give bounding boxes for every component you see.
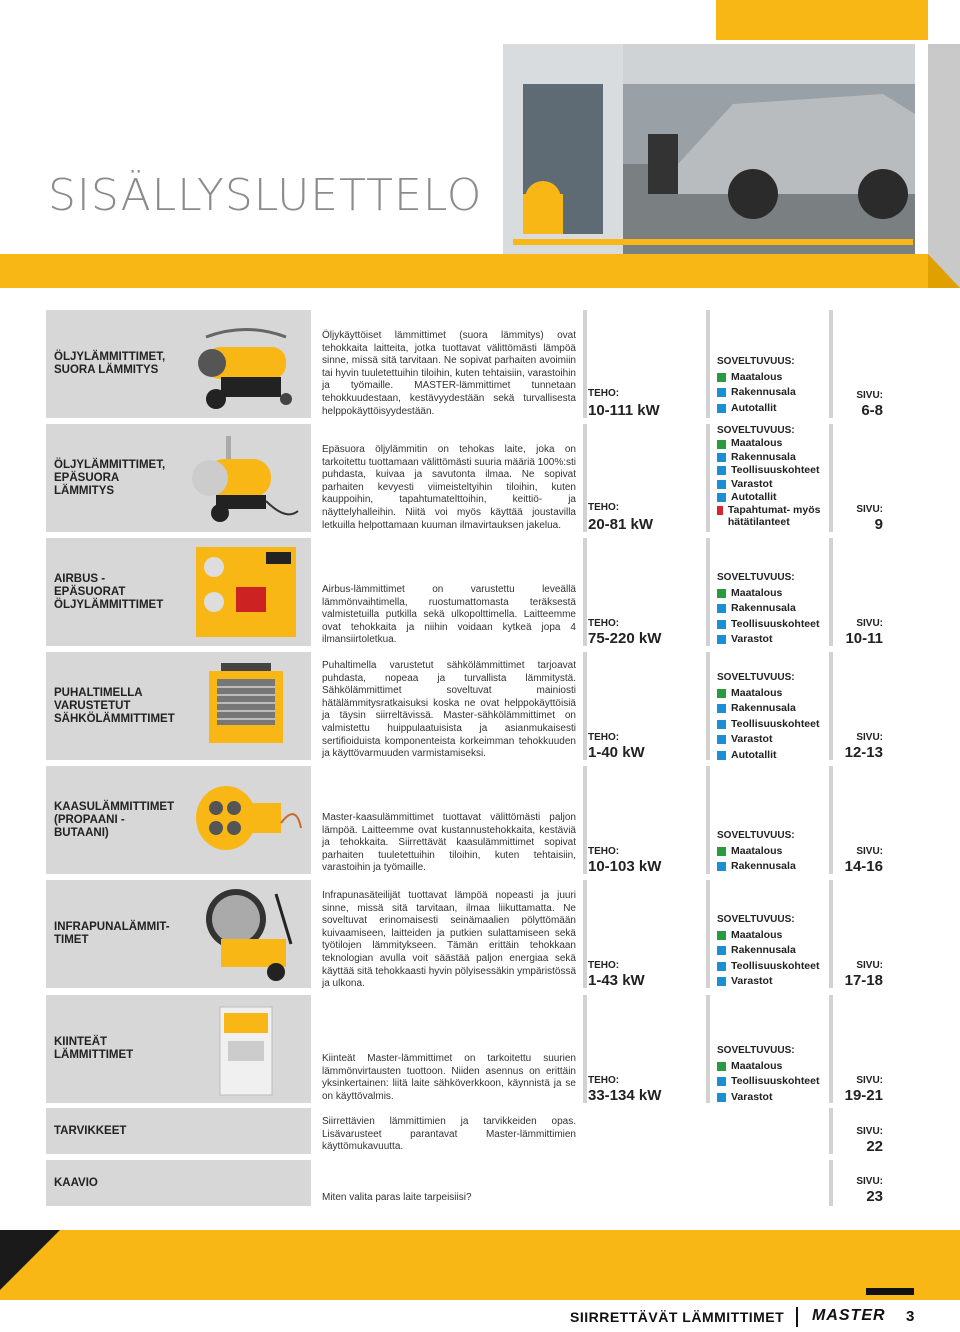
suitability-item: Autotallit xyxy=(731,748,820,764)
toc-row-chart[interactable] xyxy=(46,1160,916,1206)
column-divider xyxy=(829,766,833,874)
sivu-value: 14-16 xyxy=(844,858,883,875)
suitability-item: Rakennusala xyxy=(731,385,796,401)
product-image xyxy=(180,995,311,1103)
blue-square-icon xyxy=(717,493,726,502)
suitability-item: Autotallit xyxy=(731,401,796,417)
blue-square-icon xyxy=(717,751,726,760)
row-description: Airbus-lämmittimet on varustettu leveällä lämmönvaihtimella, ruostumattomasta teräksestä valmistetuilla putkilla sekä ulkopolttimella. Laitteemme ovat tehokkaita ja niihin voidaan kytkeä jopa 4 ilmansiirtoletkua. xyxy=(322,584,576,646)
category-label: ÖLJYLÄMMITTIMET, SUORA LÄMMITYS xyxy=(46,310,180,418)
column-divider xyxy=(583,652,587,760)
suitability-item: Teollisuuskohteet xyxy=(731,1074,820,1090)
suitability-item: Teollisuuskohteet xyxy=(731,464,831,477)
blue-square-icon xyxy=(717,453,726,462)
blue-square-icon xyxy=(717,480,726,489)
category-label: PUHALTIMELLA VARUSTETUT SÄHKÖLÄMMITTIMET xyxy=(46,652,180,760)
sivu-label: SIVU: xyxy=(856,1176,883,1187)
suitability-heading: SOVELTUVUUS: xyxy=(717,356,795,367)
category-label: KAASULÄMMITTIMET (PROPAANI -BUTAANI) xyxy=(46,766,180,874)
sivu-value: 6-8 xyxy=(861,402,883,419)
column-divider xyxy=(583,880,587,988)
teho-label: TEHO: xyxy=(588,846,620,857)
sivu-label: SIVU: xyxy=(856,504,883,515)
product-image xyxy=(180,766,311,874)
suitability-block xyxy=(717,424,831,528)
row-description: Siirrettävien lämmittimien ja tarvikkeiden opas. Lisävarusteet parantavat Master-lämmittimien käyttömukavuutta. xyxy=(322,1116,576,1153)
side-gray-panel xyxy=(928,44,960,254)
teho-label: TEHO: xyxy=(588,960,620,971)
suitability-item: Maatalous xyxy=(731,1059,820,1075)
row-description: Epäsuora öljylämmitin on tehokas laite, joka on tarkoitettu tuottamaan välittömästi suuria määriä 100%:sti puhdasta, kuivaa ja savutonta ilmaa. Ne sopivat parhaiten kevyesti viimeisteltyihin tiloihin, kuten kauppoihin, tapahtumatelttoihin, keittiö- ja näyttelyhalleihin. Niitä voi myös käyttää joustavilla letkuilla helpottamaan kuuman ilmavirtauksen jakelua. xyxy=(322,444,577,531)
title-band-corner xyxy=(928,254,960,288)
title-band xyxy=(0,254,960,288)
suitability-block xyxy=(717,912,820,990)
blue-square-icon xyxy=(717,1077,726,1086)
product-image xyxy=(180,424,311,532)
suitability-item: Teollisuuskohteet xyxy=(731,717,820,733)
teho-value: 10-103 kW xyxy=(588,858,662,875)
suitability-item: Varastot xyxy=(731,1090,820,1106)
column-divider xyxy=(829,652,833,760)
column-divider xyxy=(829,310,833,418)
teho-value: 10-111 kW xyxy=(588,402,660,419)
sivu-label: SIVU: xyxy=(856,1075,883,1086)
suitability-item: Rakennusala xyxy=(731,943,820,959)
teho-label: TEHO: xyxy=(588,388,620,399)
suitability-block xyxy=(717,1043,820,1105)
sivu-value: 9 xyxy=(874,516,883,533)
suitability-item: Varastot xyxy=(731,974,820,990)
sivu-value: 10-11 xyxy=(845,630,883,647)
suitability-item: Maatalous xyxy=(731,586,820,602)
suitability-item: Rakennusala xyxy=(731,451,831,464)
product-image xyxy=(180,310,311,418)
row-description: Öljykäyttöiset lämmittimet (suora lämmitys) ovat tehokkaita laitteita, jotka tuottavat välittömästi lämpöä sinne, missä sitä tarvitaan. Ne sopivat parhaiten avoimiin tai hyvin tuuletettuihin tiloihin, kuten tehtaisiin, varastoihin ja työmaille. MASTER-lämmittimet tunnetaan tehokkuudestaan, kestävyydestään sekä turvallisesta helppokäyttöisyydestään. xyxy=(322,330,576,417)
blue-square-icon xyxy=(717,720,726,729)
blue-square-icon xyxy=(717,635,726,644)
suitability-item: Varastot xyxy=(731,478,831,491)
suitability-item: Rakennusala xyxy=(731,701,820,717)
row-description: Kiinteät Master-lämmittimet on tarkoitettu suurien lämmönvirtausten tuottoon. Niiden asennus on erittäin yksinkertainen: liitä laite sähköverkkoon, käynnistä ja se on käyttövalmis. xyxy=(322,1053,576,1102)
sivu-value: 19-21 xyxy=(844,1087,883,1104)
blue-square-icon xyxy=(717,1093,726,1102)
product-image xyxy=(180,880,311,988)
row-description: Puhaltimella varustetut sähkölämmittimet tarjoavat puhdasta, nopeaa ja turvallista lämmitystä. Sähkölämmittimet soveltuvat mainiosti hätälämmitysratkaisuksi koska ne ovat helppokäyttöisiä ja täysin siirreltävissä. Master-sähkölämmittimet on valmistettu huippulaatuisista ja asianmukaisesti sertifioiduista komponenteista korkeimman tehokkuuden ja käyttövarmuuden varmistamiseksi. xyxy=(322,660,576,760)
sivu-value: 23 xyxy=(866,1188,883,1205)
column-divider xyxy=(706,880,710,988)
blue-square-icon xyxy=(717,977,726,986)
column-divider xyxy=(829,1160,833,1206)
green-square-icon xyxy=(717,589,726,598)
blue-square-icon xyxy=(717,962,726,971)
master-logo: MASTER xyxy=(812,1307,886,1324)
green-square-icon xyxy=(717,1062,726,1071)
suitability-item: Maatalous xyxy=(731,437,831,450)
blue-square-icon xyxy=(717,388,726,397)
green-square-icon xyxy=(717,847,726,856)
teho-value: 1-40 kW xyxy=(588,744,645,761)
blue-square-icon xyxy=(717,466,726,475)
column-divider xyxy=(706,538,710,646)
column-divider xyxy=(829,424,833,532)
product-image xyxy=(180,652,311,760)
teho-value: 20-81 kW xyxy=(588,516,654,533)
suitability-item: Teollisuuskohteet xyxy=(731,617,820,633)
column-divider xyxy=(829,1108,833,1154)
teho-value: 75-220 kW xyxy=(588,630,662,647)
category-label: AIRBUS - EPÄSUORAT ÖLJYLÄMMITTIMET xyxy=(46,538,180,646)
sivu-value: 17-18 xyxy=(844,972,883,989)
suitability-heading: SOVELTUVUUS: xyxy=(717,914,795,925)
column-divider xyxy=(583,766,587,874)
footer-accent xyxy=(866,1288,914,1295)
bottom-band-corner xyxy=(0,1230,60,1290)
column-divider xyxy=(706,424,710,532)
green-square-icon xyxy=(717,689,726,698)
column-divider xyxy=(829,880,833,988)
suitability-heading: SOVELTUVUUS: xyxy=(717,425,795,436)
teho-label: TEHO: xyxy=(588,502,620,513)
category-label: TARVIKKEET xyxy=(46,1108,311,1154)
sivu-label: SIVU: xyxy=(856,390,883,401)
toc-row-gas[interactable] xyxy=(46,766,916,874)
column-divider xyxy=(583,538,587,646)
suitability-item: Teollisuuskohteet xyxy=(731,959,820,975)
column-divider xyxy=(706,310,710,418)
green-square-icon xyxy=(717,440,726,449)
suitability-heading: SOVELTUVUUS: xyxy=(717,1045,795,1056)
teho-label: TEHO: xyxy=(588,618,620,629)
toc-row-oil-direct[interactable] xyxy=(46,310,916,418)
sivu-label: SIVU: xyxy=(856,1126,883,1137)
suitability-item: Rakennusala xyxy=(731,859,796,875)
category-label: KAAVIO xyxy=(46,1160,311,1206)
suitability-block xyxy=(717,828,796,875)
suitability-item: Varastot xyxy=(731,632,820,648)
sivu-label: SIVU: xyxy=(856,960,883,971)
suitability-block xyxy=(717,570,820,648)
teho-label: TEHO: xyxy=(588,732,620,743)
row-description: Infrapunasäteilijät tuottavat lämpöä nopeasti ja juuri sinne, missä sitä tarvitaan, ilmaa liikuttamatta. Ne soveltuvat erinomaisesti seinämaalien pölyttömään kuivaamiseen, laitteiden ja putkien sulattamiseen sekä työtilojen lämmitykseen. Tämän erittäin tehokkaan teknologian avulla voit säästää paljon energiaa sekä käyttää sitä tehokkaasti hyvin pölyisessäkin ympäristössä ja ulkona. xyxy=(322,890,577,990)
suitability-item: Rakennusala xyxy=(731,601,820,617)
category-label: KIINTEÄT LÄMMITTIMET xyxy=(46,995,180,1103)
teho-label: TEHO: xyxy=(588,1075,620,1086)
sivu-value: 22 xyxy=(866,1138,883,1155)
column-divider xyxy=(706,652,710,760)
column-divider xyxy=(706,995,710,1103)
blue-square-icon xyxy=(717,620,726,629)
row-description: Miten valita paras laite tarpeisiisi? xyxy=(322,1192,472,1203)
suitability-item: Maatalous xyxy=(731,928,820,944)
green-square-icon xyxy=(717,373,726,382)
column-divider xyxy=(583,995,587,1103)
red-square-icon xyxy=(717,506,723,515)
toc-row-electric[interactable] xyxy=(46,652,916,760)
blue-square-icon xyxy=(717,404,726,413)
blue-square-icon xyxy=(717,704,726,713)
suitability-heading: SOVELTUVUUS: xyxy=(717,672,795,683)
category-label: ÖLJYLÄMMITTIMET, EPÄSUORA LÄMMITYS xyxy=(46,424,180,532)
suitability-heading: SOVELTUVUUS: xyxy=(717,572,795,583)
sivu-label: SIVU: xyxy=(856,618,883,629)
footer-divider xyxy=(796,1307,798,1327)
footer-title: SIIRRETTÄVÄT LÄMMITTIMET xyxy=(570,1309,785,1325)
suitability-item: Maatalous xyxy=(731,844,796,860)
page-title: SISÄLLYSLUETTELO xyxy=(48,170,483,221)
blue-square-icon xyxy=(717,735,726,744)
toc-row-oil-indirect[interactable] xyxy=(46,424,916,532)
suitability-item: Tapahtumat- myös hätätilanteet xyxy=(731,504,831,528)
column-divider xyxy=(829,995,833,1103)
top-accent-bar xyxy=(716,0,928,40)
suitability-heading: SOVELTUVUUS: xyxy=(717,830,795,841)
blue-square-icon xyxy=(717,946,726,955)
toc-row-infrared[interactable] xyxy=(46,880,916,988)
suitability-block xyxy=(717,670,820,763)
column-divider xyxy=(829,538,833,646)
column-divider xyxy=(583,424,587,532)
toc-row-fixed[interactable] xyxy=(46,995,916,1103)
suitability-block xyxy=(717,354,796,416)
row-description: Master-kaasulämmittimet tuottavat välittömästi paljon lämpöä. Laitteemme ovat kustannustehokkaita, kestäviä ja tehokkaita. Siirrettävät kaasulämmittimet sopivat parhaiten tuuletettuihin tiloihin, kuten tehtaisiin, varastoihin ja työmaille. xyxy=(322,812,576,874)
sivu-value: 12-13 xyxy=(844,744,883,761)
page-number: 3 xyxy=(906,1308,915,1325)
blue-square-icon xyxy=(717,604,726,613)
suitability-item: Maatalous xyxy=(731,370,796,386)
column-divider xyxy=(583,310,587,418)
sivu-label: SIVU: xyxy=(856,732,883,743)
column-divider xyxy=(706,766,710,874)
teho-value: 33-134 kW xyxy=(588,1087,662,1104)
header-photo xyxy=(503,44,915,254)
teho-value: 1-43 kW xyxy=(588,972,645,989)
suitability-item: Autotallit xyxy=(731,491,831,504)
toc-row-accessories[interactable] xyxy=(46,1108,916,1154)
suitability-item: Varastot xyxy=(731,732,820,748)
product-image xyxy=(180,538,311,646)
blue-square-icon xyxy=(717,862,726,871)
toc-row-airbus[interactable] xyxy=(46,538,916,646)
suitability-item: Maatalous xyxy=(731,686,820,702)
green-square-icon xyxy=(717,931,726,940)
sivu-label: SIVU: xyxy=(856,846,883,857)
category-label: INFRAPUNALÄMMIT- TIMET xyxy=(46,880,180,988)
